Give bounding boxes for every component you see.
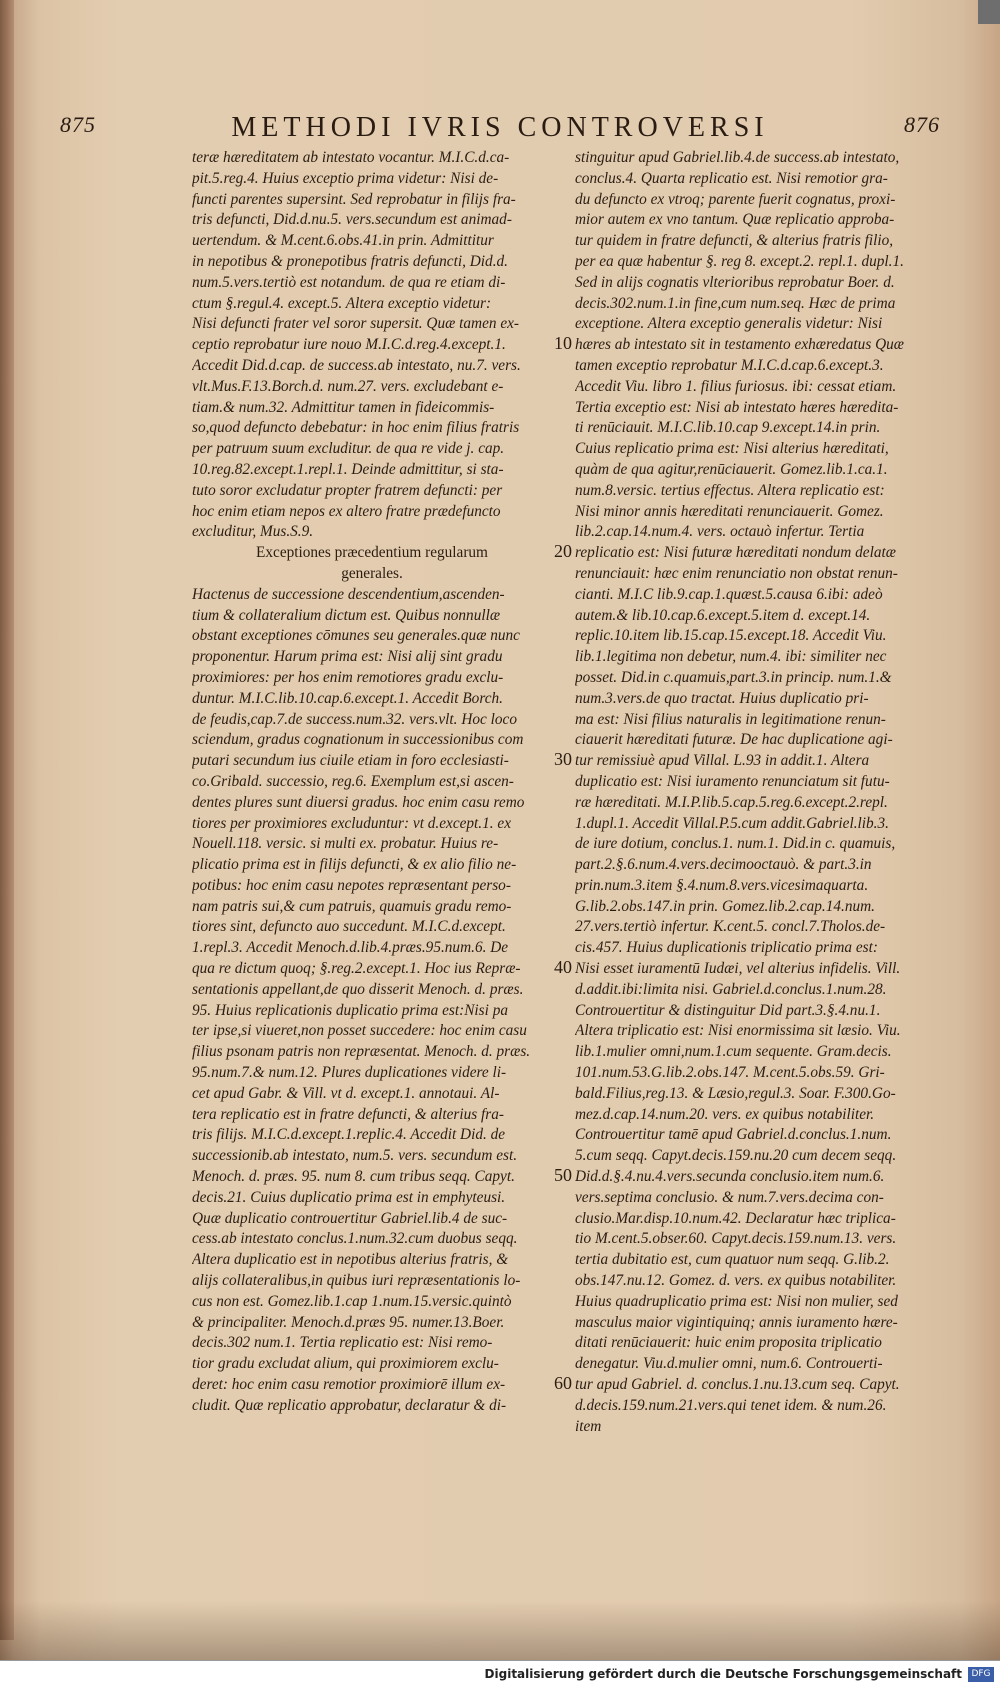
page-bottom-shadow [0,1601,1000,1661]
text-line: tur quidem in fratre defuncti, & alterius fratris filio, [575,232,894,250]
text-line: cess.ab intestato conclus.1.num.32.cum duobus seqq. [192,1230,518,1248]
text-line: obstant exceptiones cōmunes seu generales.quæ nunc [192,627,520,645]
text-line: 27.vers.tertiò infertur. K.cent.5. concl.7.Tholos.de- [575,918,886,936]
text-line: Cuius replicatio prima est: Nisi alterius hæreditati, [575,440,889,458]
text-line: num.5.vers.tertiò est notandum. de qua re etiam di- [192,273,506,291]
text-line: clusio.Mar.disp.10.num.42. Declaratur hæc triplica- [575,1209,896,1227]
text-line: uertendum. & M.cent.6.obs.41.in prin. Admittitur [192,232,494,250]
text-line: 95. Huius replicationis duplicatio prima est:Nisi pa [192,1001,508,1019]
text-line: potibus: hoc enim casu nepotes repræsentant perso- [192,876,511,894]
text-line: Menoch. d. præs. 95. num 8. cum tribus seqq. Capyt. [192,1168,515,1186]
text-line: excluditur, Mus.S.9. [192,523,314,541]
text-line: ceptio reprobatur iure nouo M.I.C.d.reg.4.except.1. [192,336,506,354]
text-line: proximiores: per hos enim remotiores gradu exclu- [192,668,504,686]
text-line: decis.302.num.1.in fine,cum num.seq. Hæc de prima [575,294,896,312]
text-line: tium & collateralium dictum est. Quibus nonnullæ [192,606,501,624]
text-line: mior autem ex vno tantum. Quæ replicatio approba- [575,211,895,229]
text-line: hæres ab intestato sit in testamento exhæredatus Quæ [575,336,905,354]
text-line: Exceptiones præcedentium regularum [256,544,488,562]
text-line: tior gradu excludat alium, qui proximiorem exclu- [192,1355,499,1373]
text-line: filius psonam patris non repræsentat. Menoch. d. præs. [192,1043,531,1061]
text-line: 101.num.53.G.lib.2.obs.147. M.cent.5.obs.59. Gri- [575,1064,885,1082]
text-line: tris filijs. M.I.C.d.except.1.replic.4. Accedit Did. de [192,1126,506,1144]
text-line: Nisi defuncti frater vel soror supersit. Quæ tamen ex- [192,315,520,333]
text-line: Quæ duplicatio controuertitur Gabriel.lib.4 de suc- [192,1209,508,1227]
text-line: tiores sint, defuncto auo succedunt. M.I.C.d.except. [192,918,506,936]
text-line: Controuertitur tamē apud Gabriel.d.conclus.1.num. [575,1126,892,1144]
text-line: ræ hæreditati. M.I.P.lib.5.cap.5.reg.6.except.2.repl. [575,793,888,811]
text-line: de feudis,cap.7.de success.num.32. vers.vlt. Hoc loco [192,710,517,728]
scan-edge-strip [978,0,1000,24]
text-line: ti renūciauit. M.I.C.lib.10.cap 9.except.14.in prin. [575,419,881,437]
text-line: cianti. M.I.C lib.9.cap.1.quæst.5.causa 6.ibi: adeò [575,585,883,603]
text-line: 1.repl.3. Accedit Menoch.d.lib.4.præs.95.num.6. De [192,939,509,957]
text-line: replicatio est: Nisi futuræ hæreditati nondum delatæ [575,544,896,562]
text-line: bald.Filius,reg.13. & Læsio,regul.3. Soar. F.300.Go- [575,1084,896,1102]
text-line: decis.302 num.1. Tertia replicatio est: Nisi remo- [192,1334,493,1352]
text-line: proponentur. Harum prima est: Nisi alij sint gradu [192,648,503,666]
text-line: num.3.vers.de quo tractat. Huius duplicatio pri- [575,689,869,707]
text-line: masculus maior vigintiquinq; annis iuramento hære- [575,1313,898,1331]
text-line: vlt.Mus.F.13.Borch.d. num.27. vers. excludebant e- [192,377,504,395]
text-line: de iure dotium, conclus.1. num.1. Did.in c. quamuis, [575,835,896,853]
text-line: duntur. M.I.C.lib.10.cap.6.except.1. Accedit Borch. [192,689,503,707]
text-line: sentationis appellant,de quo disserit Menoch. d. præs. [192,980,524,998]
text-line: d.addit.ibi:limita nisi. Gabriel.d.conclus.1.num.28. [575,980,887,998]
text-line: Altera triplicatio est: Nisi enormissima sit læsio. Viu. [575,1022,901,1040]
text-line: vers.septima conclusio. & num.7.vers.decima con- [575,1188,884,1206]
text-line: posset. Did.in c.quamuis,part.3.in princip. num.1.& [575,668,892,686]
text-line: Controuertitur & distinguitur Did part.3.§.4.nu.1. [575,1001,881,1019]
text-line: item [575,1417,602,1435]
text-line: 10.reg.82.except.1.repl.1. Deinde admittitur, si sta- [192,460,504,478]
text-line: in nepotibus & pronepotibus fratris defuncti, Did.d. [192,252,508,270]
text-line: cis.457. Huius duplicationis triplicatio prima est: [575,939,878,957]
text-line: generales. [341,564,403,582]
text-line: decis.21. Cuius duplicatio prima est in emphyteusi. [192,1188,506,1206]
text-line: cet apud Gabr. & Vill. vt d. except.1. annotaui. Al- [192,1084,500,1102]
text-line: tris defuncti, Did.d.nu.5. vers.secundum est animad- [192,211,512,229]
text-line: part.2.§.6.num.4.vers.decimooctauò. & part.3.in [575,856,872,874]
text-line: lib.1.legitima non debetur, num.4. ibi: similiter nec [575,648,887,666]
text-line: pit.5.reg.4. Huius exceptio prima videtur: Nisi de- [192,169,499,187]
margin-line-number: 50 [554,1165,572,1186]
text-line: deret: hoc enim casu remotior proximiorē illum ex- [192,1376,506,1394]
margin-line-number: 20 [554,541,572,562]
text-line: Nisi esset iuramentū Iudæi, vel alterius infidelis. Vill. [575,960,901,978]
page-number-right: 876 [904,112,940,137]
text-line: ter ipse,si viueret,non posset succedere: hoc enim casu [192,1022,527,1040]
text-line: functi parentes supersint. Sed reprobatur in filijs fra- [192,190,516,208]
margin-line-number: 60 [554,1373,572,1394]
text-line: prin.num.3.item §.4.num.8.vers.vicesimaquarta. [575,876,869,894]
text-line: dentes plures sunt diuersi gradus. hoc enim casu remo [192,793,525,811]
text-line: tera replicatio est in fratre defuncti, & alterius fra- [192,1105,504,1123]
text-line: conclus.4. Quarta replicatio est. Nisi remotior gra- [575,169,888,187]
text-line: lib.1.mulier omni,num.1.cum sequente. Gram.decis. [575,1043,892,1061]
text-line: num.8.versic. tertius effectus. Altera replicatio est: [575,481,885,499]
text-line: lib.2.cap.14.num.4. vers. octauò infertur. Tertia [575,523,865,541]
text-line: Huius quadruplicatio prima est: Nisi non mulier, sed [575,1292,898,1310]
right-text-column [575,148,937,1437]
text-line: Accedit Did.d.cap. de success.ab intestato, nu.7. vers. [192,356,521,374]
text-line: successionib.ab intestato, num.5. vers. secundum est. [192,1147,518,1165]
text-line: 1.dupl.1. Accedit Villal.P.5.cum addit.Gabriel.lib.3. [575,814,889,832]
text-line: quàm de qua agitur,renūciauerit. Gomez.lib.1.ca.1. [575,460,888,478]
text-line: d.decis.159.num.21.vers.qui tenet idem. & num.26. [575,1396,887,1414]
text-line: putari secundum ius ciuile etiam in foro ecclesiasti- [192,752,509,770]
text-line: teræ hæreditatem ab intestato vocantur. M.I.C.d.ca- [192,149,510,166]
text-line: hoc enim etiam nepos ex altero fratre prædefuncto [192,502,501,520]
text-line: tamen exceptio reprobatur M.I.C.d.cap.6.except.3. [575,356,884,374]
text-line: ctum §.regul.4. except.5. Altera exceptio videtur: [192,294,492,312]
text-line: exceptione. Altera exceptio generalis videtur: Nisi [575,315,883,333]
text-line: stinguitur apud Gabriel.lib.4.de success.ab intestato, [575,149,900,166]
text-line: ma est: Nisi filius naturalis in legitimatione renun- [575,710,886,728]
text-line: renunciauit: hæc enim renunciatio non obstat renun- [575,564,898,582]
margin-line-number: 30 [554,749,572,770]
margin-line-number: 40 [554,957,572,978]
page-number-left: 875 [60,112,96,137]
text-line: so,quod defuncto debebatur: in hoc enim filius fratris [192,419,520,437]
text-line: replic.10.item lib.15.cap.15.except.18. Accedit Viu. [575,627,887,645]
text-line: & principaliter. Menoch.d.præs 95. numer.13.Boer. [192,1313,505,1331]
text-line: Tertia exceptio est: Nisi ab intestato hæres hæredita- [575,398,899,416]
text-line: obs.147.nu.12. Gomez. d. vers. ex quibus notabiliter. [575,1272,897,1290]
text-line: autem.& lib.10.cap.6.except.5.item d. except.14. [575,606,871,624]
text-line: per ea quæ habentur §. reg 8. except.2. repl.1. dupl.1. [575,252,904,270]
text-line: tertia dubitatio est, cum quatuor num seqq. G.lib.2. [575,1251,890,1269]
text-line: tiores per proximiores excluduntur: vt d.except.1. ex [192,814,512,832]
text-line: tur remissiuè apud Villal. L.93 in addit.1. Altera [575,752,870,770]
footer-credit: Digitalisierung gefördert durch die Deutsche Forschungsgemeinschaft [484,1667,962,1681]
text-line: Did.d.§.4.nu.4.vers.secunda conclusio.item num.6. [575,1168,885,1186]
text-line: qua re dictum quoq; §.reg.2.except.1. Hoc ius Repræ- [192,960,521,978]
text-line: Hactenus de successione descendentium,ascenden- [192,585,505,603]
text-line: mez.d.cap.14.num.20. vers. ex quibus notabiliter. [575,1105,875,1123]
text-line: Nisi minor annis hæreditati renunciauerit. Gomez. [575,502,884,520]
text-line: per patruum suum excluditur. de qua re vide j. cap. [192,440,505,458]
page-header [60,112,940,148]
text-line: denegatur. Viu.d.mulier omni, num.6. Controuerti- [575,1355,883,1373]
text-line: 5.cum seqq. Capyt.decis.159.nu.20 cum decem seqq. [575,1147,897,1165]
text-line: sciendum, gradus cognationum in successionibus com [192,731,524,749]
text-line: tur apud Gabriel. d. conclus.1.nu.13.cum seq. Capyt. [575,1376,900,1394]
text-line: cludit. Quæ replicatio approbatur, declaratur & di- [192,1396,507,1414]
text-line: Altera duplicatio est in nepotibus alterius fratris, & [192,1251,509,1269]
text-line: cus non est. Gomez.lib.1.cap 1.num.15.versic.quintò [192,1292,512,1310]
text-line: Sed in alijs cognatis vlterioribus reprobatur Boer. d. [575,273,895,291]
text-line: Nouell.118. versic. si multi ex. probatur. Huius re- [192,835,499,853]
text-line: Accedit Viu. libro 1. filius furiosus. ibi: cessat etiam. [575,377,897,395]
text-line: tiam.& num.32. Admittitur tamen in fideicommis- [192,398,495,416]
text-line: alijs collateralibus,in quibus iuri repræsentationis lo- [192,1272,521,1290]
text-line: plicatio prima est in filijs defuncti, & ex alio filio ne- [192,856,517,874]
running-title: METHODI IVRIS CONTROVERSI [231,112,769,143]
text-line: tuto soror excludatur propter fratrem defuncti: per [192,481,503,499]
text-line: duplicatio est: Nisi iuramento renunciatum sit futu- [575,772,890,790]
text-line: 95.num.7.& num.12. Plures duplicationes videre li- [192,1064,507,1082]
text-line: tio M.cent.5.obser.60. Capyt.decis.159.num.13. vers. [575,1230,897,1248]
text-line: co.Gribald. successio, reg.6. Exemplum est,si ascen- [192,772,514,790]
left-text-column [192,148,552,1417]
dfg-logo-icon: DFG [968,1667,994,1682]
text-line: nam patris sui,& cum patruis, quamuis gradu remo- [192,897,512,915]
digitization-footer [0,1660,1000,1689]
text-line: ciauerit hæreditati futuræ. De hac duplicatione agi- [575,731,893,749]
text-line: ditati renūciauerit: huic enim proposita triplicatio [575,1334,882,1352]
text-line: du defuncto ex vtroq; parente fuerit cognatus, proxi- [575,190,896,208]
page-left-edge [0,0,14,1640]
text-line: G.lib.2.obs.147.in prin. Gomez.lib.2.cap.14.num. [575,897,875,915]
margin-line-number: 10 [554,333,572,354]
